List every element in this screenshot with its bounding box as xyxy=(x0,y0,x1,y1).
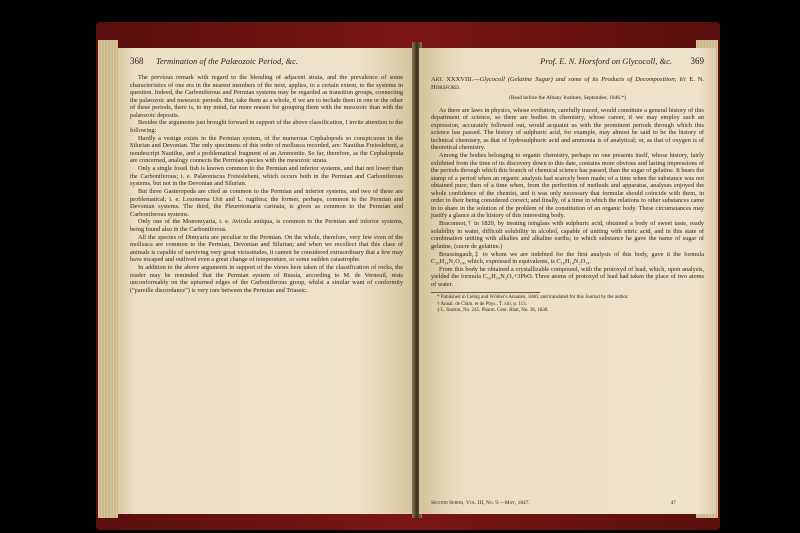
series-note: Second Series, Vol. III, No. 9.—May, 1847. xyxy=(431,500,530,506)
left-head-title: Termination of the Palæozoic Period, &c. xyxy=(156,56,299,66)
paragraph: Only one of the Monomyaria, i. e. Avicula antiqua, is common to the Permian and inferior systems, being found also in the Carboniferous. xyxy=(130,218,403,233)
footnote: † Annal. de Chim. et de Phys., T. xiii, p. 113. xyxy=(437,301,527,307)
footnote-rule xyxy=(431,292,540,293)
paragraph: From this body he obtained a crystallizable compound, with the protoxyd of lead, which, upon analysis, yielded the formula C₁₆H₁₄N₂O₇+3PbO. Three atoms of protoxyd of lead had taken the place of two atoms of water. xyxy=(431,265,704,288)
left-page xyxy=(118,48,415,514)
paragraph: Among the bodies belonging to organic chemistry, perhaps no one presents itself, whose history, fairly exhibited from the time of its discovery down to this date, contains more obvious and lasting impressions of the periods through which this branch of chemical science has passed, than the sugar of gelatine. It bears the stamp of a period when an organic analysis had scarcely been made; of a time when the substance was not obtained pure; then of a time when, from the perfection of methods and apparatus, analyses enjoyed the whole confidence of the chemist, and it was only necessary that formulæ should coincide with them, in order to their being considered correct; and finally, of a time in which the relations to other substances came in to share in the solution of the problem of the constitution of an organic body. These circumstances may justify a glance at the history of this interesting body. xyxy=(431,152,704,220)
paragraph: Besides the arguments just brought forward in support of the above classification, I invite attention to the following: xyxy=(130,119,403,135)
left-running-head xyxy=(130,56,403,68)
paragraph: But three Gasteropoda are cited as common to the Permian and inferior systems, and two of these are problematical; i. e. Loxonema Urii and L. rugifera; the former, perhaps, common to the Permian and Devonian systems. The third, the Pleurotomaria carinata, is given as common to the Permian and Carboniferous systems. xyxy=(130,187,403,218)
paragraph: Boussingault,‡ to whom we are indebted for the first analysis of this body, gave it the formula C₁₆H₁₄N₂O₁₄, which, expressed in equivalents, is C₁₆H₁₄N₂O₁₄. xyxy=(431,250,704,266)
article-label: Art. XXXVIII.— xyxy=(431,76,480,83)
footnote: ‡ L. Institut, No. 245. Pharm. Cent. Blatt, No. 36, 1838. xyxy=(437,308,549,314)
right-head-title: Prof. E. N. Horsford on Glycocoll, &c. xyxy=(540,56,672,66)
right-page-text xyxy=(431,74,704,315)
article-title-text: Glycocoll (Gelatine Sugar) and some of its Products of Decomposition; xyxy=(479,76,677,83)
paragraph: All the species of Dimyaria are peculiar to the Permian. On the whole, therefore, very few even of the mollusca are common to the Permian, Devonian and Silurian; and when we recollect that this class of animals is capable of surviving very great vicissitudes, it cannot be considered extraordinary that a few may have escaped and outlived even a great change of temperature, or some sudden catastrophe. xyxy=(130,233,403,264)
right-running-head xyxy=(431,56,704,68)
footnote: * Published in Liebig and Wöhler's Annalen, 1846; and translated for this Journal by the author. xyxy=(437,295,629,301)
footnotes xyxy=(431,295,704,314)
paragraph: Braconnot,† in 1820, by treating isinglass with sulphuric acid, obtained a body of sweet taste, ready solubility in water, difficult solubility in alcohol, capable of uniting with nitric acid, and in this state of combination uniting with alkalies and alkaline earths; to which substance he gave the name of sugar of gelatine, (sucre de gelatine.) xyxy=(431,220,704,250)
paragraph: In addition to the above arguments in support of the views here taken of the classification of rocks, the reader may be reminded that the Permian system of Russia, according to M. de Verneuil, rests unconformably on the upturned edges of the Carboniferous group, whilst a similar want of conformity ("pareille discordance") is very rare between the Permian and Triassic. xyxy=(130,263,403,294)
paragraph: Only a single fossil fish is known common to the Permian and inferior systems, and that not lower than the Carboniferous; i. e. Palæoniscus Freieslebeni, which occurs both in the Permian and Carboniferous systems, but not in the Devonian and Silurian. xyxy=(130,165,403,188)
left-page-number: 368 xyxy=(130,56,144,66)
article-title xyxy=(431,76,704,92)
left-page-edges xyxy=(98,40,118,518)
paragraph: Hardly a vestige exists in the Permian system, of the numerous Cephalopods so conspicuous in the Silurian and Devonian. The only specimens of this order of mollusca recorded, are: Nautilus Freieslebeni, a nondescript Nautilus, and a problematical fragment of an Ammonite. So far, therefore, as the Cephalopoda are concerned, analogy connects the Permian species with the mesozoic strata. xyxy=(130,134,403,165)
article-author: by E. N. Horsford. xyxy=(431,76,704,91)
right-page xyxy=(419,48,716,514)
signature-mark: 47 xyxy=(670,500,676,506)
paragraph: As there are laws in physics, whose evolution, carefully traced, would constitute a general history of this department of science, so there are bodies in chemistry, whose career, if we may employ such an expression, accurately followed out, would acquaint us with the prominent periods through which this science has passed. The history of sulphuric acid, for example, may almost be said to be the history of technical chemistry, as that of hydrosulphuric acid and ammonia is of analytical; or, as that of oxygen is of theoretical chemistry. xyxy=(431,106,704,152)
open-book xyxy=(96,22,720,530)
read-note: (Read before the Albany Institute, September, 1846.*) xyxy=(509,95,626,101)
right-page-number: 369 xyxy=(690,56,704,66)
left-page-text xyxy=(130,74,403,294)
signature-line xyxy=(431,500,704,506)
paragraph: The previous remark with regard to the blending of adjacent strata, and the prevalence of some characteristics of one era in the nearest members of the next, applies, to a certain extent, to the systems in question. Indeed, the Carboniferous and Permian systems may be regarded as transition groups, connecting the palæozoic and mesozoic periods. But, take them as a whole, if we are to include them in one or the other of these periods, there is, to my mind, far more reason for grouping them with the mesozoic than with the palæozoic deposits. xyxy=(130,74,403,119)
